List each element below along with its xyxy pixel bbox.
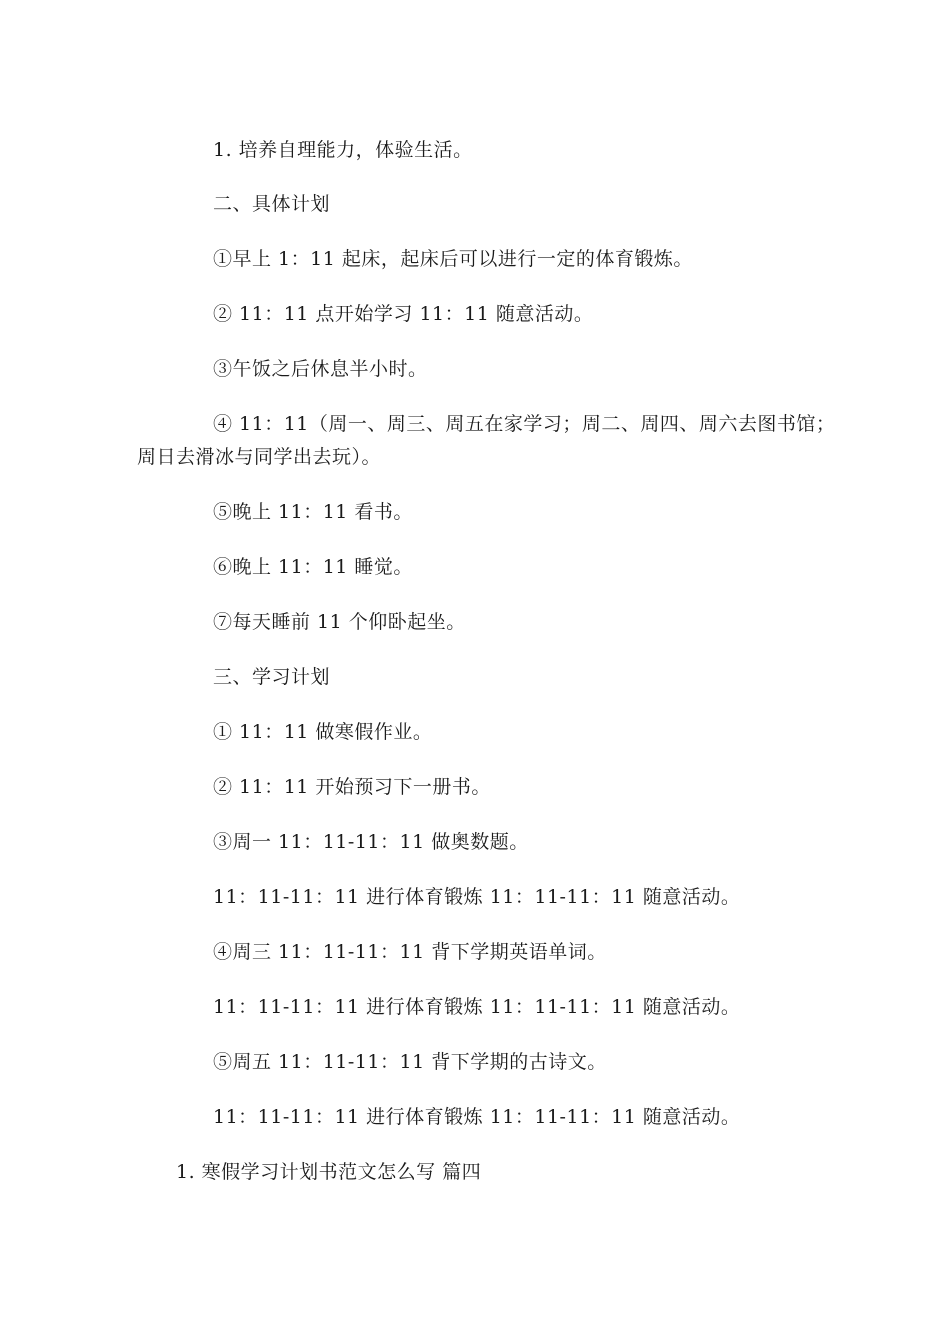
plan-item-6: ⑥晚上 11：11 睡觉。 xyxy=(213,556,413,578)
study-item-1: ① 11：11 做寒假作业。 xyxy=(213,721,433,743)
study-item-2: ② 11：11 开始预习下一册书。 xyxy=(213,776,491,798)
plan-item-7: ⑦每天睡前 11 个仰卧起坐。 xyxy=(213,611,466,633)
plan-item-1: ①早上 1：11 起床，起床后可以进行一定的体育锻炼。 xyxy=(213,248,693,270)
plan-item-5: ⑤晚上 11：11 看书。 xyxy=(213,501,413,523)
study-item-4-detail: 11：11-11：11 进行体育锻炼 11：11-11：11 随意活动。 xyxy=(213,996,741,1018)
study-item-3-detail: 11：11-11：11 进行体育锻炼 11：11-11：11 随意活动。 xyxy=(213,886,741,908)
plan-item-2: ② 11：11 点开始学习 11：11 随意活动。 xyxy=(213,303,594,325)
plan-item-3: ③午饭之后休息半小时。 xyxy=(213,358,428,380)
study-item-4: ④周三 11：11-11：11 背下学期英语单词。 xyxy=(213,941,607,963)
study-item-5: ⑤周五 11：11-11：11 背下学期的古诗文。 xyxy=(213,1051,607,1073)
study-item-5-detail: 11：11-11：11 进行体育锻炼 11：11-11：11 随意活动。 xyxy=(213,1106,741,1128)
section-heading-specific-plan: 二、具体计划 xyxy=(213,193,331,215)
section-heading-study-plan: 三、学习计划 xyxy=(213,666,331,688)
plan-item-4-line-1: ④ 11：11（周一、周三、周五在家学习；周二、周四、周六去图书馆； xyxy=(213,413,836,435)
plan-item-4-line-2: 周日去滑冰与同学出去玩）。 xyxy=(137,446,382,468)
paragraph-goal-1: 1. 培养自理能力，体验生活。 xyxy=(213,139,473,161)
article-heading-part-4: 1. 寒假学习计划书范文怎么写 篇四 xyxy=(176,1161,482,1183)
study-item-3: ③周一 11：11-11：11 做奥数题。 xyxy=(213,831,529,853)
